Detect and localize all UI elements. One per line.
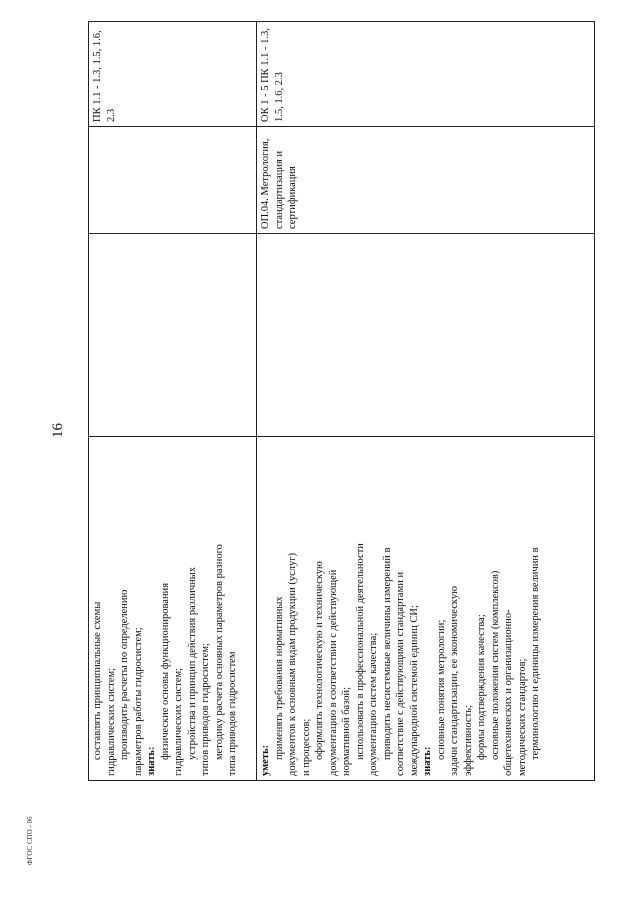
cell-text-line: общетехнических и организационно- bbox=[503, 609, 514, 776]
footer-code: ФГОС СПО - 06 bbox=[26, 816, 34, 865]
discipline-cell: ОП.04. Метрология, стандартизация и сертификация bbox=[257, 127, 595, 234]
competency-cell: ПК 1.1 - 1.3, 1.5, 1.6, 2.3 bbox=[89, 22, 257, 127]
cell-text-line: документацию систем качества; bbox=[368, 632, 379, 776]
competency-cell: ОК 1 - 5 ПК 1.1 - 1.3, 1.5, 1.6, 2.3 bbox=[257, 22, 595, 127]
cell-text-line: типа приводов гидросистем bbox=[227, 651, 238, 776]
cell-text-line: нормативной базой; bbox=[341, 686, 352, 776]
cell-text-line: основные положения систем (комплексов) bbox=[489, 570, 501, 760]
cell-text-line: оформлять технологическую и техническую bbox=[314, 561, 325, 760]
cell-text-line: знать: bbox=[422, 746, 433, 776]
cell-text-line: уметь: bbox=[260, 744, 271, 776]
hours-cell bbox=[89, 234, 257, 437]
skills-cell bbox=[89, 437, 257, 781]
cell-text-line: производить расчеты по определению bbox=[119, 589, 130, 760]
cell-text-line: составлять принципиальные схемы bbox=[92, 601, 103, 760]
cell-text-line: применять требования нормативных bbox=[273, 596, 285, 760]
cell-text-line: формы подтверждения качества; bbox=[476, 614, 487, 760]
cell-text-line: приводить несистемные величины измерений в bbox=[381, 547, 393, 760]
cell-text-line: основные понятия метрологии; bbox=[435, 619, 447, 760]
cell-text-line: параметров работы гидросистем; bbox=[132, 627, 144, 776]
cell-text-line: устройства и принцип действия различных bbox=[186, 567, 198, 760]
skills-cell bbox=[257, 437, 595, 781]
hours-cell bbox=[257, 234, 595, 437]
cell-text-line: гидравлических систем; bbox=[105, 667, 117, 776]
discipline-cell bbox=[89, 127, 257, 234]
competency-table bbox=[88, 21, 595, 781]
cell-text-line: методику расчета основных параметров разного bbox=[213, 544, 225, 760]
cell-text-line: терминологию и единицы измерения величин в bbox=[530, 547, 541, 760]
cell-text-line: эффективность; bbox=[462, 705, 474, 776]
cell-text-line: документов к основным видам продукции (услуг) bbox=[287, 552, 298, 776]
cell-text-line: методических стандартов; bbox=[516, 658, 528, 776]
cell-text-line: документацию в соответствии с действующей bbox=[327, 569, 339, 776]
cell-text-line: международной системой единиц СИ; bbox=[408, 605, 420, 776]
page-number: 16 bbox=[50, 423, 66, 438]
cell-text-line: соответствие с действующими стандартами и bbox=[395, 571, 406, 776]
cell-text-line: знать: bbox=[146, 746, 157, 776]
cell-text-line: физические основы функционирования bbox=[159, 582, 171, 760]
cell-text-line: задачи стандартизации, ее экономическую bbox=[449, 586, 460, 776]
rotated-table-container bbox=[88, 28, 586, 781]
cell-text-line: гидравлических систем; bbox=[173, 667, 184, 776]
table-row bbox=[257, 22, 595, 781]
table-row bbox=[89, 22, 257, 781]
cell-text-line: и процессов; bbox=[300, 718, 312, 776]
cell-text-line: типов приводов гидросистем; bbox=[200, 643, 211, 776]
cell-text-line: использовать в профессиональной деятельности bbox=[354, 543, 366, 760]
